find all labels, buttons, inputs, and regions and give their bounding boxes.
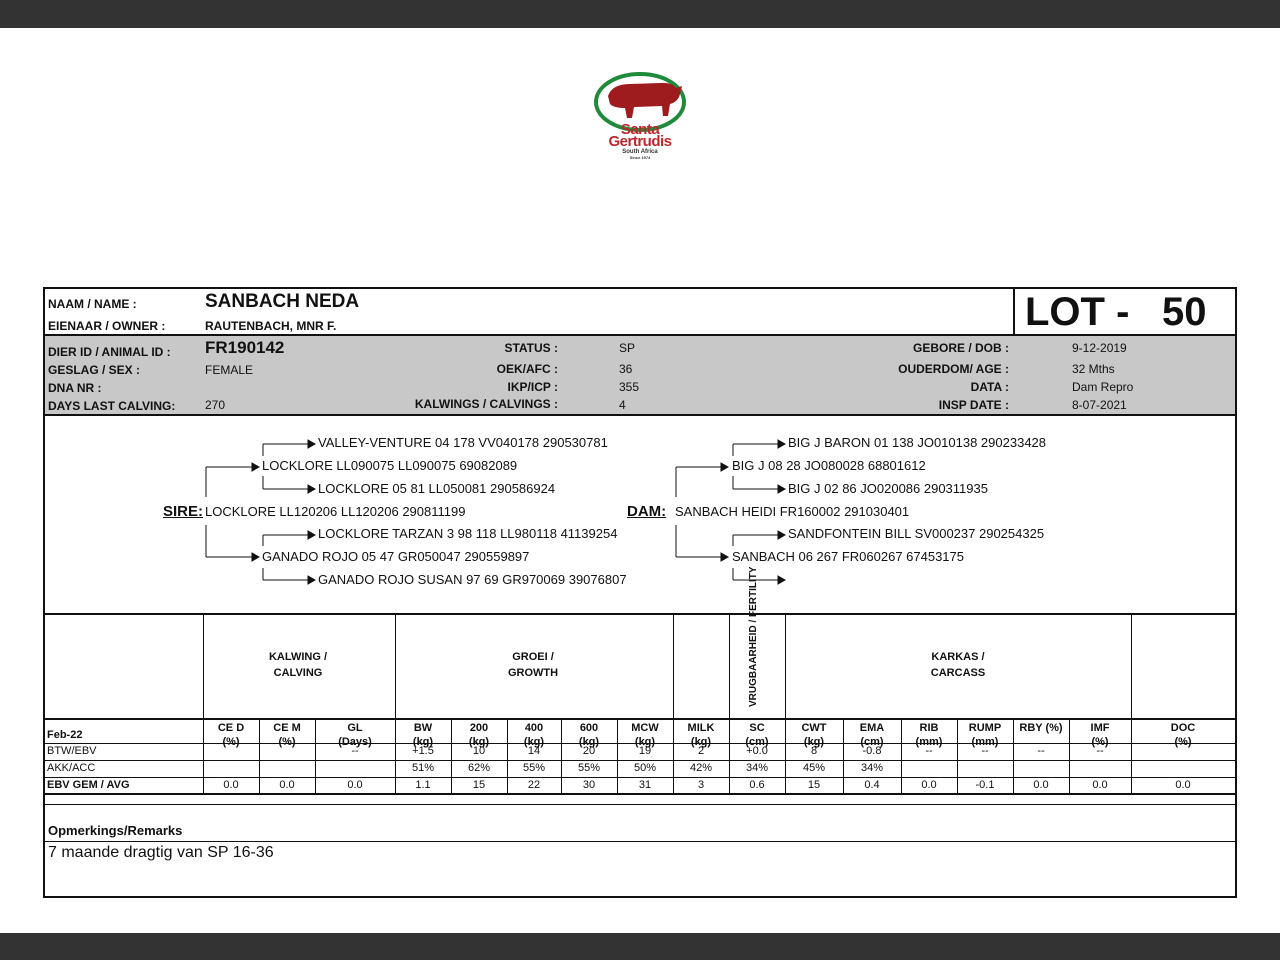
calving-group-line2: CALVING [273, 667, 323, 679]
sire-dam: GANADO ROJO 05 47 GR050047 290559897 [262, 549, 530, 564]
ebv-col-header-name: EMA [859, 722, 885, 734]
lot-card [43, 287, 1237, 898]
ebv-col-header-unit: (cm) [745, 736, 769, 748]
ebv-cell: 0.0 [1175, 779, 1191, 791]
ebv-cell: 10 [472, 745, 486, 757]
dam-sire-dam: BIG J 02 86 JO020086 290311935 [788, 481, 988, 496]
ebv-col-header-unit: (kg) [412, 736, 434, 748]
ebv-cell: 0.0 [347, 779, 363, 791]
ebv-col-header-unit: (mm) [971, 736, 999, 748]
ebv-cell: 55% [577, 762, 601, 774]
ebv-col-header-name: RIB [919, 722, 939, 734]
animal-name: SANBACH NEDA [205, 291, 360, 312]
ebv-cell: 0.4 [864, 779, 880, 791]
calvings-value: 4 [619, 398, 626, 412]
ebv-cell: 34% [860, 762, 884, 774]
dna-label: DNA NR : [48, 381, 102, 395]
ebv-cell: 14 [527, 745, 541, 757]
sex-value: FEMALE [205, 363, 254, 377]
ebv-col-header-unit: (%) [222, 736, 240, 748]
ebv-col-header-unit: (kg) [803, 736, 825, 748]
top-dark-band [0, 0, 1280, 28]
ebv-cell: -0.1 [975, 779, 995, 791]
ebv-col-header-name: MCW [631, 722, 659, 734]
dam-dam-sire: SANDFONTEIN BILL SV000237 290254325 [788, 526, 1045, 541]
ebv-cell: 55% [522, 762, 546, 774]
ebv-col-header-name: RBY (%) [1019, 722, 1063, 734]
sire-name: LOCKLORE LL120206 LL120206 290811199 [205, 504, 466, 519]
ebv-cell: 3 [697, 779, 705, 791]
lot-divider [1013, 289, 1015, 335]
sire-label: SIRE: [163, 503, 204, 520]
ebv-cell: 15 [472, 779, 486, 791]
ebv-cell: 42% [689, 762, 713, 774]
calvings-label: KALWINGS / CALVINGS : [414, 397, 558, 411]
owner-name: RAUTENBACH, MNR F. [205, 319, 337, 333]
ebv-col-header-name: GL [347, 722, 363, 734]
fertility-group-heading: VRUGBAARHEID / FERTILITY [748, 566, 759, 707]
growth-group-line2: GROWTH [507, 667, 559, 679]
ebv-col-header-name: 600 [579, 722, 599, 734]
lot-label: LOT - [1025, 290, 1130, 334]
animal-id-label: DIER ID / ANIMAL ID : [48, 345, 171, 359]
ebv-row-line [45, 718, 1235, 720]
ebv-cell: +1.5 [412, 745, 434, 757]
growth-group-line1: GROEI / [512, 651, 554, 663]
ebv-cell: 0.0 [223, 779, 239, 791]
logo-gertrudis-text: Gertrudis [608, 133, 672, 150]
ebv-cell: 0.0 [1092, 779, 1108, 791]
ebv-col-header-unit: (%) [1091, 736, 1109, 748]
remarks-label: Opmerkings/Remarks [48, 823, 183, 838]
sire-sire: LOCKLORE LL090075 LL090075 69082089 [262, 458, 518, 473]
data-label: DATA : [970, 380, 1009, 394]
ebv-col-header-unit: (kg) [634, 736, 656, 748]
dam-dam: SANBACH 06 267 FR060267 67453175 [732, 549, 964, 564]
ebv-cell: 0.0 [921, 779, 937, 791]
ebv-cell: -- [981, 745, 989, 757]
ebv-col-header-name: 200 [469, 722, 489, 734]
ebv-col-header-unit: (kg) [690, 736, 712, 748]
ebv-cell: 51% [411, 762, 435, 774]
dam-sire-sire: BIG J BARON 01 138 JO010138 290233428 [788, 435, 1047, 450]
ebv-cell: -- [925, 745, 933, 757]
ebv-cell: 50% [633, 762, 657, 774]
ebv-col-header-unit: (kg) [523, 736, 545, 748]
ebv-cell: 0.0 [279, 779, 295, 791]
ebv-cell: -0.8 [862, 745, 882, 757]
carcass-group-line1: KARKAS / [931, 651, 985, 663]
ebv-col-header-unit: (mm) [915, 736, 943, 748]
ebv-col-header-unit: (kg) [468, 736, 490, 748]
ebv-cell: 1.1 [415, 779, 431, 791]
growth-group-heading [395, 649, 671, 681]
sire-sire-sire: VALLEY-VENTURE 04 178 VV040178 290530781 [318, 435, 608, 450]
ebv-row-label: AKK/ACC [47, 762, 96, 774]
days-calving-value: 270 [205, 398, 226, 412]
dob-label: GEBORE / DOB : [912, 341, 1009, 355]
carcass-group-line2: CARCASS [930, 667, 986, 679]
insp-date-value: 8-07-2021 [1072, 398, 1127, 412]
bottom-dark-band [0, 933, 1280, 960]
dam-sire: BIG J 08 28 JO080028 68801612 [732, 458, 926, 473]
ebv-row-label: BTW/EBV [47, 745, 97, 757]
ebv-cell: -- [1037, 745, 1045, 757]
ebv-cell: 0.0 [1033, 779, 1049, 791]
ebv-cell: +0.0 [746, 745, 768, 757]
lot-number: 50 [1162, 290, 1207, 334]
ebv-col-header-name: MILK [687, 722, 715, 734]
ebv-col-header-name: RUMP [968, 722, 1002, 734]
remarks-divider [45, 841, 1235, 842]
ebv-cell: 62% [467, 762, 491, 774]
afc-label: OEK/AFC : [496, 362, 558, 376]
ebv-col-header-name: IMF [1090, 722, 1110, 734]
ebv-cell: 22 [527, 779, 541, 791]
data-value: Dam Repro [1072, 380, 1134, 394]
ebv-cell: 31 [638, 779, 652, 791]
ebv-col-header-name: SC [749, 722, 765, 734]
ebv-col-header-unit: (%) [278, 736, 296, 748]
dob-value: 9-12-2019 [1072, 341, 1127, 355]
ebv-cell: -- [351, 745, 359, 757]
remarks-top-divider [45, 804, 1235, 805]
ebv-col-header [1131, 721, 1235, 749]
age-value: 32 Mths [1072, 362, 1115, 376]
carcass-group-heading [786, 649, 1130, 681]
age-label: OUDERDOM/ AGE : [898, 362, 1009, 376]
icp-value: 355 [619, 380, 640, 394]
ebv-col-header [259, 721, 315, 749]
ebv-col-header-unit: (cm) [860, 736, 884, 748]
calving-group-line1: KALWING / [268, 651, 328, 663]
status-value: SP [619, 341, 636, 355]
afc-value: 36 [619, 362, 633, 376]
ebv-col-header-name: 400 [524, 722, 544, 734]
ebv-col-header [1013, 721, 1069, 735]
sex-label: GESLAG / SEX : [48, 363, 141, 377]
ebv-col-header-unit: (kg) [578, 736, 600, 748]
ebv-col-header-name: CWT [801, 722, 827, 734]
dam-label: DAM: [627, 503, 667, 520]
ebv-cell: 30 [582, 779, 596, 791]
ebv-row-line [45, 793, 1235, 795]
remarks-text: 7 maande dragtig van SP 16-36 [48, 844, 274, 861]
logo-since-text: Since 1974 [629, 155, 651, 160]
ebv-row-label: EBV GEM / AVG [47, 779, 130, 791]
ebv-cell: 8 [810, 745, 818, 757]
ebv-col-header [203, 721, 259, 749]
ebv-cell: 15 [807, 779, 821, 791]
status-label: STATUS : [504, 341, 558, 355]
ebv-cell: 20 [582, 745, 596, 757]
ebv-col-header-name: CE M [273, 722, 301, 734]
ebv-col-header-unit: (Days) [338, 736, 372, 748]
ebv-col-header-name: CE D [217, 722, 245, 734]
sire-dam-sire: LOCKLORE TARZAN 3 98 118 LL980118 41139254 [318, 526, 618, 541]
calving-group-heading [203, 649, 393, 681]
sire-sire-dam: LOCKLORE 05 81 LL050081 290586924 [318, 481, 556, 496]
ebv-cell: 0.6 [749, 779, 765, 791]
dam-name: SANBACH HEIDI FR160002 291030401 [675, 504, 910, 519]
ebv-cell: 2 [697, 745, 705, 757]
ebv-cell: 45% [802, 762, 826, 774]
ebv-cell: 34% [745, 762, 769, 774]
days-calving-label: DAYS LAST CALVING: [48, 399, 176, 413]
owner-label: EIENAAR / OWNER : [48, 319, 166, 333]
icp-label: IKP/ICP : [507, 380, 558, 394]
ebv-date-label: Feb-22 [47, 729, 83, 741]
ebv-cell: 19 [638, 745, 652, 757]
name-label: NAAM / NAME : [48, 297, 137, 311]
logo-south-africa-text: South Africa [622, 149, 658, 155]
santa-gertrudis-logo [590, 72, 690, 164]
logo-santa-text: Santa [620, 121, 660, 138]
ebv-cell: -- [1096, 745, 1104, 757]
animal-id: FR190142 [205, 338, 285, 357]
sire-dam-dam: GANADO ROJO SUSAN 97 69 GR970069 39076807 [318, 572, 627, 587]
ebv-col-header-name: DOC [1170, 722, 1196, 734]
ebv-col-header-unit: (%) [1174, 736, 1192, 748]
details-block [45, 336, 1235, 414]
ebv-col-header-name: BW [413, 722, 433, 734]
insp-date-label: INSP DATE : [938, 398, 1009, 412]
